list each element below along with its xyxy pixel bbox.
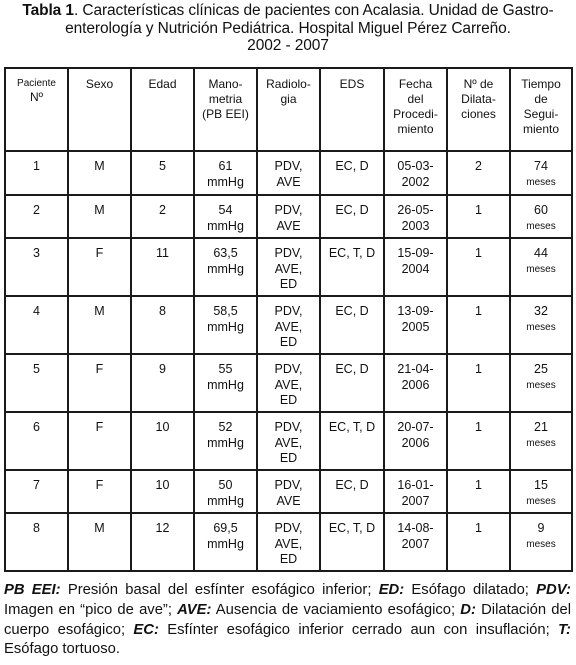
header-sexo-label: Sexo (85, 77, 114, 91)
cell-radiologia (257, 470, 320, 513)
radiologia-finding: AVE (276, 174, 301, 189)
radiologia-finding: PDV, (274, 159, 303, 173)
cell-eds (320, 470, 384, 513)
cell-radiologia (257, 296, 320, 354)
eds-value: EC, T, D (328, 246, 376, 260)
edad-value: 10 (155, 478, 170, 492)
tiempo-unit: meses (526, 379, 556, 391)
table-row (5, 412, 572, 470)
fecha-part: 20-07- (397, 420, 434, 434)
fecha-part: 2007 (401, 536, 430, 551)
header-tiempo-line: miento (522, 122, 560, 136)
header-fecha-line: del (407, 92, 424, 106)
sexo-value: F (95, 246, 104, 260)
manometria-unit: mmHg (207, 218, 244, 233)
header-eds (320, 68, 384, 151)
paciente-number: 6 (33, 420, 40, 434)
sexo-value: M (94, 521, 105, 535)
cell-eds (320, 412, 384, 470)
tiempo-unit: meses (526, 176, 556, 188)
fecha-part: 05-03- (397, 159, 434, 173)
cell-manometria (194, 151, 257, 195)
manometria-value: 61 (218, 159, 233, 173)
cell-manometria (194, 238, 257, 296)
cell-radiologia (257, 513, 320, 571)
header-edad (131, 68, 194, 151)
edad-value: 5 (159, 159, 166, 173)
footnote-definition: Ausencia de vaciamiento esofágico; (211, 601, 461, 618)
manometria-unit: mmHg (207, 319, 244, 334)
cell-fecha (384, 470, 447, 513)
cell-eds (320, 151, 384, 195)
footnote-definition: Presión basal del esfínter esofágico inferior; (60, 582, 379, 598)
cell-fecha (384, 151, 447, 195)
manometria-value: 52 (218, 420, 233, 434)
sexo-value: F (95, 478, 104, 492)
cell-manometria (194, 195, 257, 238)
manometria-value: 63,5 (213, 246, 238, 260)
cell-dilataciones (447, 238, 510, 296)
edad-value: 2 (159, 203, 166, 217)
cell-edad (131, 354, 194, 412)
dilataciones-value: 1 (475, 521, 482, 535)
cell-fecha (384, 513, 447, 571)
manometria-unit: mmHg (207, 435, 244, 450)
footnote-definition: Esófago tortuoso. (4, 641, 120, 658)
sexo-value: M (94, 159, 105, 173)
cell-radiologia (257, 151, 320, 195)
footnote-abbreviation: T: (558, 621, 571, 638)
fecha-part: 2005 (401, 319, 430, 334)
radiologia-finding: AVE, (274, 377, 303, 392)
cell-dilataciones (447, 470, 510, 513)
paciente-number: 4 (33, 304, 40, 318)
cell-edad (131, 412, 194, 470)
radiologia-finding: AVE (276, 218, 301, 233)
caption-title-part-2: enterología y Nutrición Pediátrica. Hospital Miguel Pérez Carreño. (65, 19, 511, 37)
footnote-definition: Esfínter esofágico inferior cerrado aun con insuflación; (158, 621, 559, 638)
cell-manometria (194, 354, 257, 412)
manometria-unit: mmHg (207, 536, 244, 551)
cell-eds (320, 354, 384, 412)
cell-sexo (68, 513, 131, 571)
cell-sexo (68, 354, 131, 412)
edad-value: 9 (159, 362, 166, 376)
cell-sexo (68, 238, 131, 296)
cell-tiempo (510, 412, 572, 470)
header-fecha (384, 68, 447, 151)
manometria-unit: mmHg (207, 261, 244, 276)
paciente-number: 2 (33, 203, 40, 217)
manometria-unit: mmHg (207, 377, 244, 392)
cell-dilataciones (447, 151, 510, 195)
cell-sexo (68, 412, 131, 470)
footnote-definition: Imagen en “pico de ave”; (4, 601, 178, 618)
cell-radiologia (257, 195, 320, 238)
cell-paciente (5, 296, 68, 354)
patients-table (4, 67, 573, 572)
fecha-part: 2002 (401, 174, 430, 189)
radiologia-finding: PDV, (274, 420, 303, 434)
header-dilataciones (447, 68, 510, 151)
fecha-part: 26-05- (397, 203, 434, 217)
cell-radiologia (257, 238, 320, 296)
dilataciones-value: 1 (475, 203, 482, 217)
radiologia-finding: PDV, (274, 478, 303, 492)
table-row (5, 296, 572, 354)
eds-value: EC, T, D (328, 420, 376, 434)
tiempo-value: 9 (537, 521, 545, 535)
header-radiologia-line: gia (280, 92, 297, 106)
cell-sexo (68, 151, 131, 195)
header-fecha-line: Fecha (398, 77, 433, 91)
table-row (5, 238, 572, 296)
dilataciones-value: 1 (475, 478, 482, 492)
radiologia-finding: AVE, (274, 536, 303, 551)
cell-dilataciones (447, 296, 510, 354)
cell-tiempo (510, 470, 572, 513)
header-manometria-line: metria (208, 92, 243, 106)
cell-fecha (384, 354, 447, 412)
cell-manometria (194, 513, 257, 571)
dilataciones-value: 1 (475, 304, 482, 318)
radiologia-finding: ED (279, 335, 298, 349)
fecha-part: 2006 (401, 435, 430, 450)
cell-manometria (194, 470, 257, 513)
header-tiempo-line: Segui- (523, 107, 559, 121)
footnote-abbreviation: PDV: (536, 582, 571, 598)
cell-tiempo (510, 238, 572, 296)
radiologia-finding: AVE, (274, 435, 303, 450)
cell-tiempo (510, 195, 572, 238)
eds-value: EC, D (335, 478, 369, 492)
paciente-number: 5 (33, 362, 40, 376)
tiempo-value: 74 (534, 159, 548, 173)
radiologia-finding: PDV, (274, 304, 303, 318)
header-radiologia-line: Radiolo- (266, 77, 311, 91)
radiologia-finding: AVE (276, 493, 301, 508)
footnote-abbreviation: D: (460, 601, 476, 618)
cell-tiempo (510, 151, 572, 195)
cell-eds (320, 238, 384, 296)
cell-eds (320, 195, 384, 238)
header-manometria-line: Mano- (208, 77, 243, 91)
fecha-part: 16-01- (397, 478, 434, 492)
paciente-number: 3 (33, 246, 40, 260)
cell-paciente (5, 151, 68, 195)
manometria-value: 55 (218, 362, 233, 376)
table-row (5, 470, 572, 513)
eds-value: EC, T, D (328, 521, 376, 535)
tiempo-unit: meses (526, 437, 556, 449)
radiologia-finding: AVE, (274, 319, 303, 334)
manometria-unit: mmHg (207, 174, 244, 189)
cell-sexo (68, 195, 131, 238)
header-paciente (5, 68, 68, 151)
radiologia-finding: ED (279, 277, 298, 291)
table-body (5, 151, 572, 571)
header-paciente-line: Nº (29, 90, 44, 104)
table-row (5, 513, 572, 571)
radiologia-finding: ED (279, 552, 298, 566)
cell-paciente (5, 354, 68, 412)
sexo-value: M (94, 203, 105, 217)
edad-value: 11 (156, 246, 169, 260)
cell-edad (131, 513, 194, 571)
cell-fecha (384, 238, 447, 296)
radiologia-finding: PDV, (274, 246, 303, 260)
paciente-number: 1 (33, 159, 40, 173)
cell-paciente (5, 513, 68, 571)
footnote-abbreviation: AVE: (177, 601, 212, 618)
tiempo-unit: meses (526, 321, 556, 333)
footnote-abbreviation: PB EEI: (4, 582, 61, 598)
manometria-value: 69,5 (213, 521, 238, 535)
header-fecha-line: miento (397, 122, 434, 136)
tiempo-value: 25 (534, 362, 548, 376)
header-dilataciones-line: Dilata- (461, 92, 496, 106)
dilataciones-value: 2 (475, 159, 482, 173)
tiempo-unit: meses (526, 538, 556, 550)
eds-value: EC, D (335, 203, 369, 217)
table-row (5, 151, 572, 195)
table-row (5, 195, 572, 238)
cell-edad (131, 195, 194, 238)
cell-fecha (384, 412, 447, 470)
header-paciente-line: Paciente (17, 78, 56, 89)
cell-tiempo (510, 296, 572, 354)
cell-edad (131, 238, 194, 296)
caption-label: Tabla 1 (22, 2, 74, 19)
radiologia-finding: AVE, (274, 261, 303, 276)
footnote-definition: Dilatación del cuerpo esofágico; (4, 601, 571, 638)
header-sexo (68, 68, 131, 151)
cell-tiempo (510, 354, 572, 412)
dilataciones-value: 1 (475, 362, 482, 376)
sexo-value: F (95, 362, 104, 376)
tiempo-unit: meses (526, 263, 556, 275)
cell-paciente (5, 195, 68, 238)
caption-line-1 (0, 2, 576, 20)
fecha-part: 2007 (401, 493, 430, 508)
footnote-abbreviation: EC: (133, 621, 159, 638)
manometria-unit: mmHg (207, 493, 244, 508)
cell-paciente (5, 238, 68, 296)
table-caption (0, 2, 576, 55)
tiempo-value: 60 (534, 203, 548, 217)
tiempo-value: 15 (534, 478, 548, 492)
edad-value: 10 (155, 420, 170, 434)
header-manometria (194, 68, 257, 151)
cell-dilataciones (447, 354, 510, 412)
cell-paciente (5, 470, 68, 513)
sexo-value: M (94, 304, 105, 318)
cell-dilataciones (447, 513, 510, 571)
header-dilataciones-line: Nº de (463, 77, 494, 91)
cell-eds (320, 296, 384, 354)
header-eds-label: EDS (339, 77, 365, 91)
tiempo-unit: meses (526, 220, 556, 232)
fecha-part: 13-09- (397, 304, 434, 318)
dilataciones-value: 1 (475, 420, 482, 434)
cell-eds (320, 513, 384, 571)
dilataciones-value: 1 (475, 246, 482, 260)
cell-manometria (194, 296, 257, 354)
paciente-number: 7 (33, 478, 40, 492)
tiempo-value: 21 (534, 420, 548, 434)
eds-value: EC, D (335, 304, 369, 318)
edad-value: 8 (159, 304, 166, 318)
edad-value: 12 (155, 521, 170, 535)
radiologia-finding: PDV, (274, 203, 303, 217)
cell-radiologia (257, 354, 320, 412)
manometria-value: 50 (218, 478, 233, 492)
header-tiempo (510, 68, 572, 151)
footnote-definition: Esófago dilatado; (404, 582, 537, 598)
tiempo-value: 32 (534, 304, 548, 318)
eds-value: EC, D (335, 159, 369, 173)
fecha-part: 2004 (401, 261, 430, 276)
cell-fecha (384, 195, 447, 238)
radiologia-finding: ED (279, 451, 298, 465)
footnote-abbreviation: ED: (378, 582, 405, 598)
cell-edad (131, 470, 194, 513)
cell-edad (131, 296, 194, 354)
cell-dilataciones (447, 412, 510, 470)
table-row (5, 354, 572, 412)
caption-title-part-1: . Características clínicas de pacientes con Acalasia. Unidad de Gastro- (73, 2, 554, 19)
tiempo-value: 44 (534, 246, 548, 260)
eds-value: EC, D (335, 362, 369, 376)
manometria-value: 58,5 (213, 304, 238, 318)
header-manometria-line: (PB EEI) (202, 107, 249, 121)
fecha-part: 2003 (401, 218, 430, 233)
radiologia-finding: PDV, (274, 521, 303, 535)
header-fecha-line: Procedi- (393, 107, 438, 121)
table-footnote (4, 581, 571, 660)
manometria-value: 54 (218, 203, 233, 217)
header-tiempo-line: Tiempo (521, 77, 561, 91)
cell-dilataciones (447, 195, 510, 238)
caption-years: 2002 - 2007 (247, 37, 329, 54)
header-edad-label: Edad (148, 77, 177, 91)
cell-fecha (384, 296, 447, 354)
fecha-part: 14-08- (397, 521, 434, 535)
table-header-row (5, 68, 572, 151)
paciente-number: 8 (33, 521, 40, 535)
cell-sexo (68, 296, 131, 354)
fecha-part: 2006 (401, 377, 430, 392)
header-tiempo-line: de (534, 92, 548, 106)
header-radiologia (257, 68, 320, 151)
cell-edad (131, 151, 194, 195)
cell-sexo (68, 470, 131, 513)
radiologia-finding: PDV, (274, 362, 303, 376)
cell-paciente (5, 412, 68, 470)
header-dilataciones-line: ciones (461, 107, 496, 121)
cell-manometria (194, 412, 257, 470)
fecha-part: 15-09- (397, 246, 434, 260)
cell-tiempo (510, 513, 572, 571)
radiologia-finding: ED (279, 393, 298, 407)
sexo-value: F (95, 420, 104, 434)
fecha-part: 21-04- (397, 362, 434, 376)
tiempo-unit: meses (526, 495, 556, 507)
cell-radiologia (257, 412, 320, 470)
